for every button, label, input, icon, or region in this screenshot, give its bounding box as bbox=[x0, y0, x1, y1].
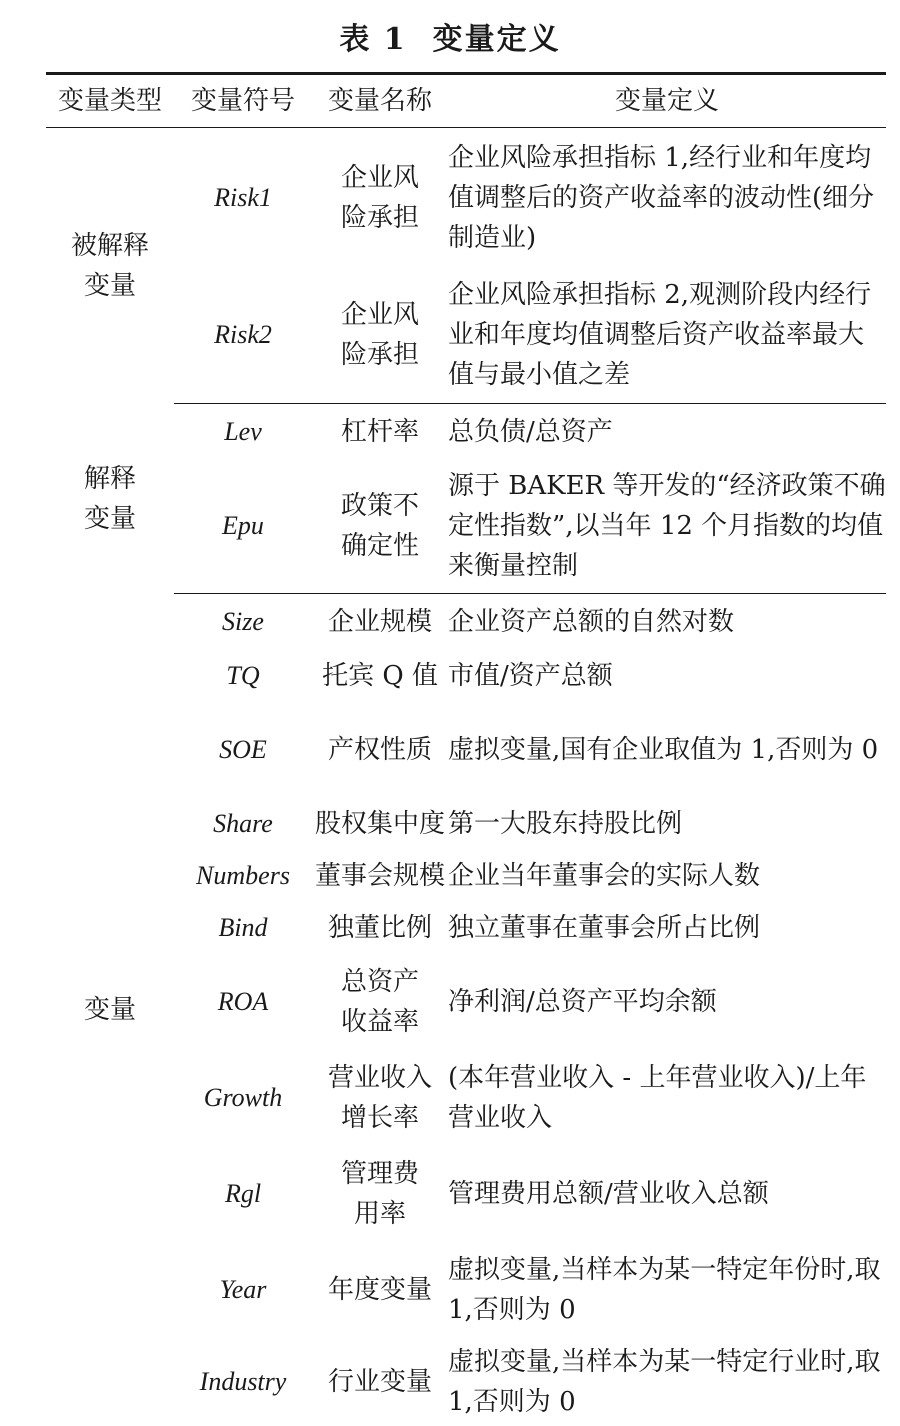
header-type: 变量类型 bbox=[46, 74, 174, 128]
header-definition: 变量定义 bbox=[448, 74, 886, 128]
name-cell: 托宾 Q 值 bbox=[322, 660, 438, 691]
name-cell: 股权集中度 bbox=[314, 808, 445, 839]
definition-cell: 净利润/总资产平均余额 bbox=[448, 986, 717, 1017]
definition-cell: 企业当年董事会的实际人数 bbox=[448, 860, 761, 891]
definition-cell: 管理费用总额/营业收入总额 bbox=[448, 1178, 769, 1209]
definition-cell: 虚拟变量,国有企业取值为 1,否则为 0 bbox=[448, 734, 879, 765]
name-cell: 企业风险承担 bbox=[312, 268, 448, 404]
symbol-cell: TQ bbox=[226, 660, 260, 690]
table-number: 表 1 bbox=[339, 22, 407, 57]
name-cell: 年度变量 bbox=[327, 1274, 432, 1305]
table-row bbox=[46, 128, 886, 268]
symbol-cell: Risk1 bbox=[214, 182, 272, 212]
name-cell: 产权性质 bbox=[327, 734, 432, 765]
name-cell: 杠杆率 bbox=[340, 416, 419, 447]
symbol-cell: Industry bbox=[199, 1366, 287, 1396]
definition-cell: 源于 BAKER 等开发的“经济政策不确定性指数”,以当年 12 个月指数的均值来衡量控制 bbox=[448, 460, 886, 594]
definition-cell: 虚拟变量,当样本为某一特定年份时,取 1,否则为 0 bbox=[448, 1254, 881, 1325]
header-name: 变量名称 bbox=[312, 74, 448, 128]
symbol-cell: Lev bbox=[224, 416, 262, 446]
name-cell: 企业风险承担 bbox=[340, 162, 419, 233]
definition-cell: (本年营业收入 - 上年营业收入)/上年营业收入 bbox=[448, 1062, 867, 1133]
definition-cell: 企业风险承担指标 1,经行业和年度均值调整后的资产收益率的波动性(细分制造业) bbox=[448, 142, 875, 253]
symbol-cell: Risk2 bbox=[174, 268, 312, 404]
symbol-cell: ROA bbox=[217, 986, 269, 1016]
name-cell: 独董比例 bbox=[327, 912, 432, 943]
group-type-cell: 被解释变量 bbox=[70, 230, 149, 301]
name-cell: 总资产收益率 bbox=[340, 966, 419, 1037]
table-title-text: 变量定义 bbox=[432, 22, 561, 57]
symbol-cell: Year bbox=[219, 1274, 267, 1304]
symbol-cell: Rgl bbox=[224, 1178, 262, 1208]
group-type-cell: 变量 bbox=[83, 994, 136, 1025]
name-cell: 董事会规模 bbox=[314, 860, 445, 891]
group-type-cell: 解释变量 bbox=[83, 463, 136, 534]
definition-cell: 虚拟变量,当样本为某一特定行业时,取 1,否则为 0 bbox=[448, 1346, 881, 1417]
definition-cell: 独立董事在董事会所占比例 bbox=[448, 912, 761, 943]
definition-cell: 第一大股东持股比例 bbox=[448, 808, 683, 839]
symbol-cell: Bind bbox=[218, 912, 268, 942]
table-row bbox=[46, 594, 886, 650]
symbol-cell: Size bbox=[222, 606, 264, 636]
table-title bbox=[0, 14, 900, 58]
name-cell: 行业变量 bbox=[327, 1366, 432, 1397]
header-row bbox=[46, 74, 886, 128]
symbol-cell: Epu bbox=[174, 460, 312, 594]
table-row bbox=[46, 404, 886, 460]
symbol-cell: Numbers bbox=[196, 860, 290, 890]
variable-definition-table bbox=[46, 72, 886, 1426]
symbol-cell: Share bbox=[213, 808, 273, 838]
name-cell: 管理费用率 bbox=[340, 1158, 419, 1229]
name-cell: 政策不确定性 bbox=[312, 460, 448, 594]
definition-cell: 市值/资产总额 bbox=[448, 660, 613, 691]
header-symbol: 变量符号 bbox=[174, 74, 312, 128]
symbol-cell: Growth bbox=[203, 1082, 283, 1112]
name-cell: 企业规模 bbox=[327, 606, 432, 637]
definition-cell: 企业资产总额的自然对数 bbox=[448, 606, 735, 637]
definition-cell: 企业风险承担指标 2,观测阶段内经行业和年度均值调整后资产收益率最大值与最小值之差 bbox=[448, 268, 886, 404]
name-cell: 营业收入增长率 bbox=[327, 1062, 432, 1133]
definition-cell: 总负债/总资产 bbox=[448, 416, 613, 447]
symbol-cell: SOE bbox=[219, 734, 267, 764]
